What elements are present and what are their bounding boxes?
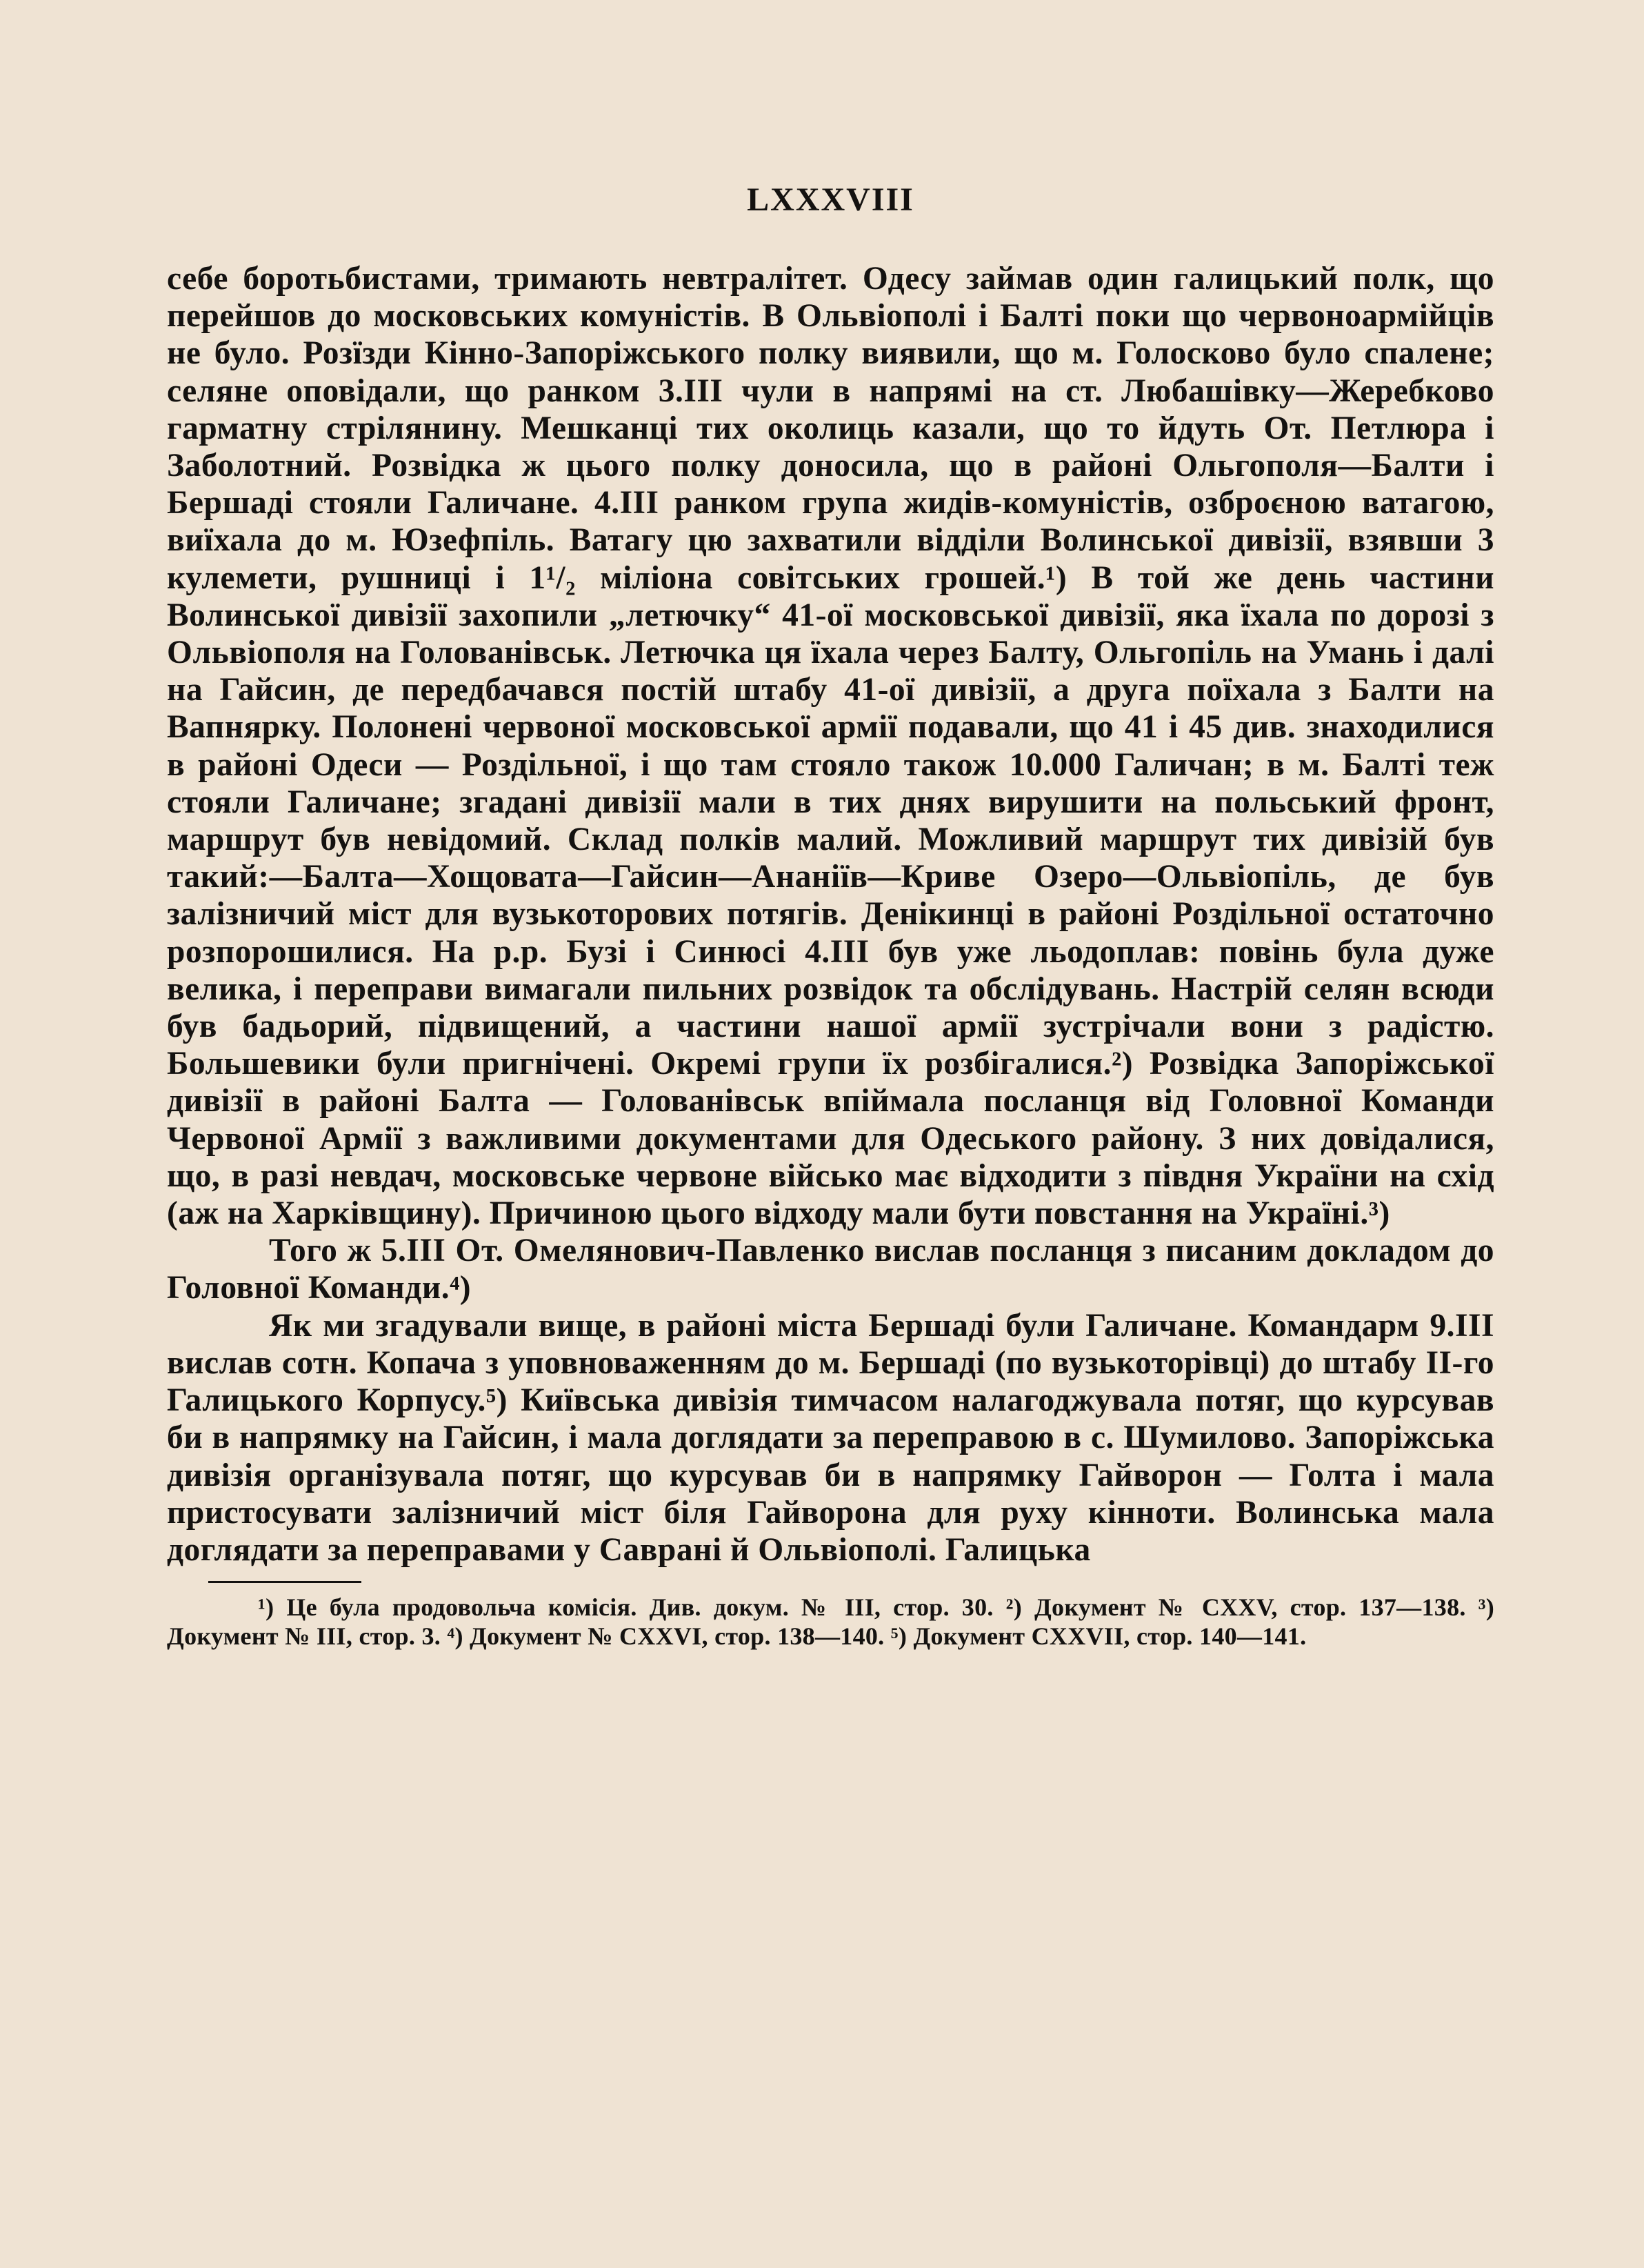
book-page [167, 176, 1494, 1651]
footnote-divider [208, 1581, 361, 1583]
page-number: LXXXVIII [747, 181, 914, 218]
paragraph-2: Того ж 5.III От. Омелянович-Павленко вислав посланця з писаним докладом до Головної Команди.⁴) [167, 1233, 1494, 1306]
paragraph-3: Як ми згадували вище, в районі міста Бершаді були Галичане. Командарм 9.III вислав сотн. Копача з уповноваженням до м. Бершаді (по вузькоторівці) до штабу II-го Галицького Корпусу.⁵) Київська дивізія тимчасом налагоджувала потяг, що курсував би в напрямку на Гайсин, і мала доглядати за переправою в с. Шумилово. Запоріжська дивізія організувала потяг, що курсував би в напрямку Гайворон — Голта і мала пристосувати залізничий міст біля Гайворона для руху кінноти. Волинська мала доглядати за переправами у Саврані й Ольвіополі. Галицька [167, 1307, 1494, 1568]
main-text [167, 260, 1494, 1569]
paragraph-1: себе боротьбистами, тримають невтралітет. Одесу займав один галицький полк, що перейшов до московських комуністів. В Ольвіополі і Балті поки що червоноармійців не було. Розїзди Кінно-Запоріжського полку виявили, що м. Голосково було спалене; селяне оповідали, що ранком 3.III чули в напрямі на ст. Любашівку—Жеребково гарматну стрілянину. Мешканці тих околиць казали, що то йдуть От. Петлюра і Заболотний. Розвідка ж цього полку доносила, що в районі Ольгополя—Балти і Бершаді стояли Галичане. 4.III ранком група жидів-комуністів, озброєною ватагою, виїхала до м. Юзефпіль. Ватагу цю захватили відділи Волинської дивізії, взявши 3 кулемети, рушниці і 1¹/₂ міліона совітських грошей.¹) В той же день частини Волинської дивізії захопили „летючку“ 41-ої московської дивізії, яка їхала по дорозі з Ольвіополя на Голованівськ. Летючка ця їхала через Балту, Ольгопіль на Умань і далі на Гайсин, де передбачався постій штабу 41-ої дивізії, а друга поїхала з Балти на Вапнярку. Полонені червоної московської армії подавали, що 41 і 45 див. знаходилися в районі Одеси — Роздільної, і що там стояло також 10.000 Галичан; в м. Балті теж стояли Галичане; згадані дивізії мали в тих днях вирушити на польський фронт, маршрут був невідомий. Склад полків малий. Можливий маршрут тих дивізій був такий:—Балта—Хощовата—Гайсин—Ананіїв—Криве Озеро—Ольвіопіль, де був залізничий міст для вузькоторових потягів. Денікинці в районі Роздільної остаточно розпорошилися. На р.р. Бузі і Синюсі 4.III був уже льодоплав: повінь була дуже велика, і переправи вимагали пильних розвідок та обслідувань. Настрій селян всюди був бадьорий, підвищений, а частини нашої армії зустрічали вони з радістю. Большевики були пригнічені. Окремі групи їх розбігалися.²) Розвідка Запоріжської дивізії в районі Балта — Голованівськ впіймала посланця від Головної Команди Червоної Армії з важливими документами для Одеського району. З них довідалися, що, в разі невдач, московське червоне військо має відходити з півдня України на схід (аж на Харківщину). Причиною цього відходу мали бути повстання на Україні.³) [167, 261, 1494, 1232]
footnotes [167, 1593, 1494, 1651]
footnotes-text: ¹) Це була продовольча комісія. Див. докум. № III, стор. 30. ²) Документ № CXXV, стор. 137—138. ³) Документ № III, стор. 3. ⁴) Документ № CXXVI, стор. 138—140. ⁵) Документ CXXVII, стор. 140—141. [167, 1593, 1494, 1651]
